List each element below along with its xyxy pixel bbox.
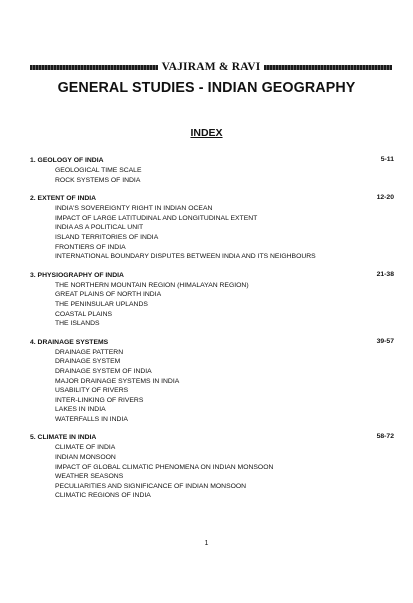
topic-item: INDIA'S SOVEREIGNTY RIGHT IN INDIAN OCEAN xyxy=(55,205,213,213)
topic-list xyxy=(30,281,394,329)
brand-name: VAJIRAM & RAVI xyxy=(161,61,261,73)
index-section xyxy=(30,156,394,185)
topic-item: LAKES IN INDIA xyxy=(55,406,106,414)
topic-item: INDIAN MONSOON xyxy=(55,454,116,462)
topic-item: CLIMATIC REGIONS OF INDIA xyxy=(55,492,151,500)
index-section xyxy=(30,271,394,329)
topic-item: DRAINAGE PATTERN xyxy=(55,348,124,356)
topic-list xyxy=(30,204,394,262)
topic-item: USABILITY OF RIVERS xyxy=(55,387,129,395)
topic-list xyxy=(30,348,394,425)
topic-list xyxy=(30,443,394,501)
section-header xyxy=(30,156,394,166)
section-header xyxy=(30,433,394,443)
page-number: 1 xyxy=(204,540,209,547)
topic-item: INTER-LINKING OF RIVERS xyxy=(55,396,144,404)
topic-item: GEOLOGICAL TIME SCALE xyxy=(55,167,142,174)
index-heading: INDEX xyxy=(190,127,223,139)
section-title: 5. CLIMATE IN INDIA xyxy=(30,434,97,442)
section-page-range: 5-11 xyxy=(380,156,394,163)
topic-item: CLIMATE OF INDIA xyxy=(55,444,116,452)
topic-item: IMPACT OF LARGE LATITUDINAL AND LONGITUDINAL EXTENT xyxy=(55,214,258,222)
section-page-range: 58-72 xyxy=(376,433,394,441)
index-section xyxy=(30,433,394,501)
section-header xyxy=(30,271,394,281)
topic-item: THE NORTHERN MOUNTAIN REGION (HIMALAYAN REGION) xyxy=(55,281,249,289)
topic-item: DRAINAGE SYSTEM xyxy=(55,358,121,366)
section-page-range: 21-38 xyxy=(376,270,394,278)
topic-item: IMPACT OF GLOBAL CLIMATIC PHENOMENA ON INDIAN MONSOON xyxy=(55,463,274,471)
section-title: 4. DRAINAGE SYSTEMS xyxy=(30,338,109,346)
topic-item: INTERNATIONAL BOUNDARY DISPUTES BETWEEN INDIA AND ITS NEIGHBOURS xyxy=(55,253,316,261)
section-header xyxy=(30,338,394,348)
section-header xyxy=(30,194,394,204)
topic-item: THE PENINSULAR UPLANDS xyxy=(55,300,148,308)
index-section xyxy=(30,194,394,262)
topic-item: WATERFALLS IN INDIA xyxy=(55,415,128,423)
section-page-range: 12-20 xyxy=(376,194,394,202)
banner-bar-left xyxy=(30,65,158,70)
document-title: GENERAL STUDIES - INDIAN GEOGRAPHY xyxy=(57,80,356,96)
topic-item: ISLAND TERRITORIES OF INDIA xyxy=(55,233,159,241)
topic-item: WEATHER SEASONS xyxy=(55,473,124,481)
section-title: 1. GEOLOGY OF INDIA xyxy=(30,157,104,164)
index-sections xyxy=(30,156,394,510)
topic-list xyxy=(30,166,394,185)
topic-item: ROCK SYSTEMS OF INDIA xyxy=(55,176,141,184)
topic-item: THE ISLANDS xyxy=(55,320,100,328)
topic-item: DRAINAGE SYSTEM OF INDIA xyxy=(55,367,152,375)
index-section xyxy=(30,338,394,425)
topic-item: PECULIARITIES AND SIGNIFICANCE OF INDIAN MONSOON xyxy=(55,482,247,490)
topic-item: COASTAL PLAINS xyxy=(55,310,113,318)
topic-item: GREAT PLAINS OF NORTH INDIA xyxy=(55,291,162,299)
topic-item: INDIA AS A POLITICAL UNIT xyxy=(55,224,144,232)
section-page-range: 39-57 xyxy=(376,337,394,345)
topic-item: MAJOR DRAINAGE SYSTEMS IN INDIA xyxy=(55,377,180,385)
topic-item: FRONTIERS OF INDIA xyxy=(55,243,126,251)
section-title: 3. PHYSIOGRAPHY OF INDIA xyxy=(30,271,124,279)
brand-banner xyxy=(30,61,392,73)
banner-bar-right xyxy=(264,65,392,70)
section-title: 2. EXTENT OF INDIA xyxy=(30,195,97,203)
